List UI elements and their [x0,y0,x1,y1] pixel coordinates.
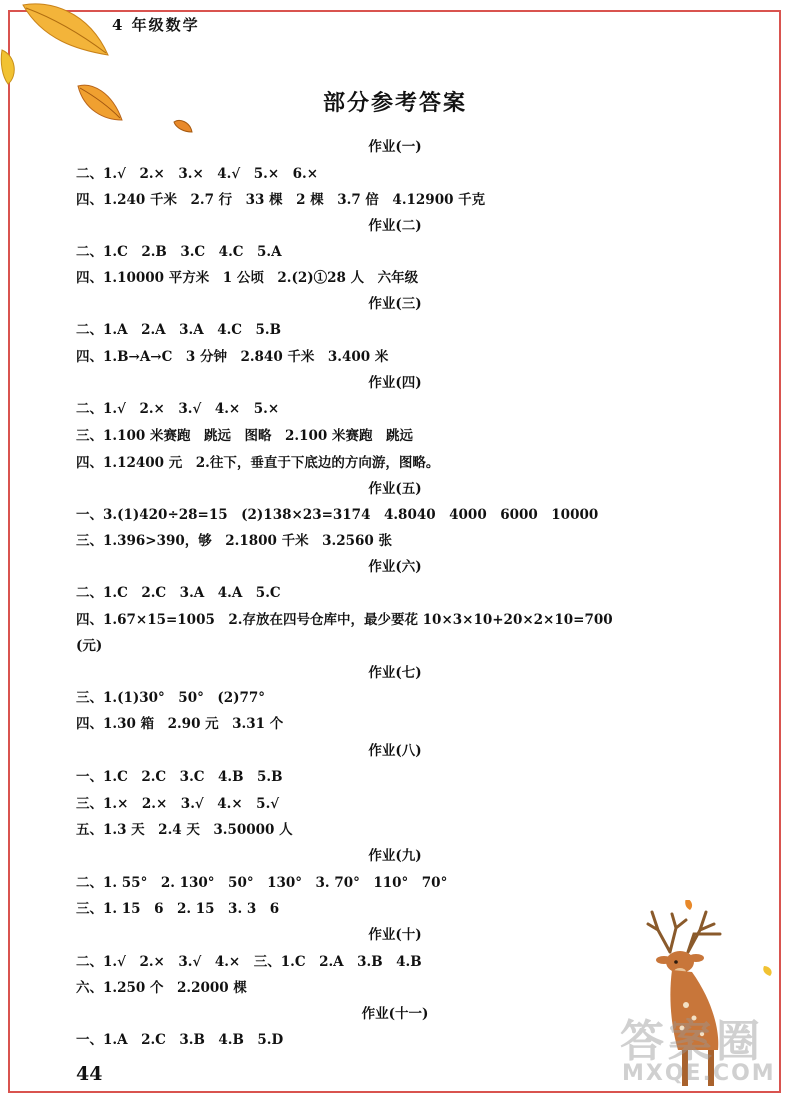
section-title: 作业(七) [368,665,422,681]
answer-line: 三、1. 15 6 2. 15 3. 3 6 [76,901,280,917]
answer-line: 一、3.(1)420÷28=15 (2)138×23=3174 4.8040 4000 6000 10000 [76,507,599,523]
answer-line: 三、1.100 米赛跑 跳远 图略 2.100 米赛跑 跳远 [76,428,413,444]
answer-line: 三、1.(1)30° 50° (2)77° [76,690,266,706]
answer-line: 四、1.B→A→C 3 分钟 2.840 千米 3.400 米 [76,349,389,365]
section-title: 作业(二) [368,218,422,234]
answer-line: 二、1.A 2.A 3.A 4.C 5.B [76,322,282,338]
section-title: 作业(九) [368,848,422,864]
autumn-leaf-icon [0,48,20,86]
answer-line: 二、1.√ 2.× 3.√ 4.× 5.× [76,401,280,417]
section-title: 作业(四) [368,375,422,391]
answer-line: 二、1.√ 2.× 3.√ 4.× 三、1.C 2.A 3.B 4.B [76,954,422,970]
answer-line: 二、1. 55° 2. 130° 50° 130° 3. 70° 110° 70° [76,875,448,891]
section-title: 作业(六) [368,559,422,575]
page-number: 44 [76,1063,103,1085]
section-title: 作业(一) [368,139,422,155]
answer-line: 二、1.C 2.C 3.A 4.A 5.C [76,585,281,601]
answer-line: 二、1.√ 2.× 3.× 4.√ 5.× 6.× [76,166,319,182]
answer-line: 四、1.30 箱 2.90 元 3.31 个 [76,716,284,732]
answer-line: 一、1.A 2.C 3.B 4.B 5.D [76,1032,284,1048]
autumn-leaf-icon [172,118,194,134]
section-title: 作业(三) [368,296,422,312]
watermark-logo: 答案圈 [620,1016,764,1067]
answer-line: 四、1.12400 元 2.往下，垂直于下底边的方向游，图略。 [76,455,440,471]
answer-line: (元) [76,638,103,654]
answer-line: 三、1.396>390，够 2.1800 千米 3.2560 张 [76,533,392,549]
page-title: 部分参考答案 [322,90,467,116]
section-title: 作业(十一) [361,1006,429,1022]
answer-line: 二、1.C 2.B 3.C 4.C 5.A [76,244,282,260]
watermark-url: MXQE.COM [622,1061,776,1086]
section-title: 作业(八) [368,743,422,759]
answer-line: 三、1.× 2.× 3.√ 4.× 5.√ [76,796,280,812]
section-title: 作业(五) [368,481,422,497]
watermark [610,1005,785,1095]
section-title: 作业(十) [368,927,422,943]
answer-line: 四、1.10000 平方米 1 公顷 2.(2)①28 人 六年级 [76,270,419,286]
answer-line: 六、1.250 个 2.2000 棵 [76,980,247,996]
book-header: 4 年级数学 [112,16,200,34]
answer-line: 一、1.C 2.C 3.C 4.B 5.B [76,769,283,785]
autumn-leaf-icon [18,0,113,60]
answer-line: 四、1.240 千米 2.7 行 33 棵 2 棵 3.7 倍 4.12900 千克 [76,192,486,208]
answer-line: 四、1.67×15=1005 2.存放在四号仓库中，最少要花 10×3×10+20×2×10=700 [76,612,613,628]
answer-line: 五、1.3 天 2.4 天 3.50000 人 [76,822,293,838]
